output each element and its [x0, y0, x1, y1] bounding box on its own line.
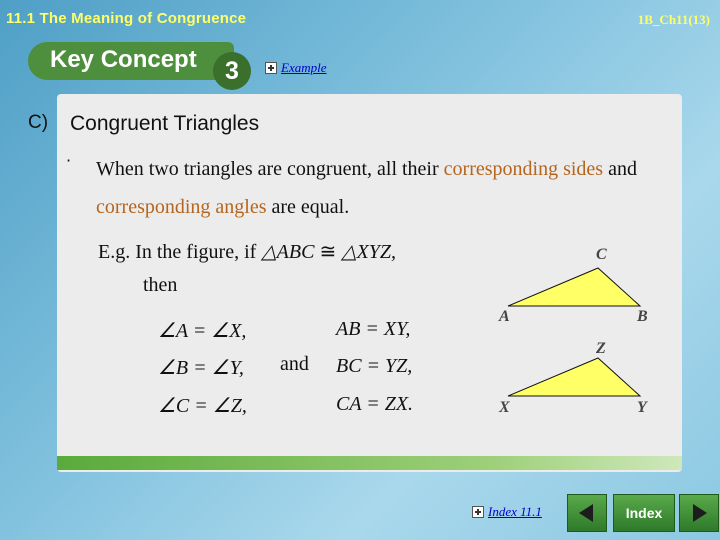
arrow-right-icon [687, 501, 711, 525]
vertex-label-b: B [637, 308, 648, 325]
vertex-label-y: Y [637, 399, 647, 416]
side-equation-bc: BC = YZ, [336, 355, 413, 377]
triangle-xyz: △XYZ, [341, 241, 397, 263]
section-letter: C) [28, 112, 49, 133]
triangle-abc: △ABC [261, 241, 315, 263]
key-concept-label: Key Concept [50, 46, 197, 73]
side-equation-ab: AB = XY, [336, 318, 411, 340]
then-word: then [143, 274, 178, 296]
key-concept-banner [28, 42, 234, 80]
index-link-label: Index 11.1 [488, 504, 542, 519]
vertex-label-c: C [596, 246, 607, 263]
bullet-icon: · [66, 151, 72, 170]
angle-equation-c: ∠C = ∠Z, [158, 395, 247, 417]
example-sentence: E.g. In the figure, if △ABC ≅ △XYZ, [98, 241, 397, 263]
vertex-label-a: A [499, 308, 510, 325]
index-11-1-link[interactable] [472, 504, 542, 520]
example-link[interactable] [265, 60, 326, 76]
highlight-corresponding-angles: corresponding angles [96, 196, 267, 218]
highlight-corresponding-sides: corresponding sides [443, 158, 604, 180]
side-equation-ca: CA = ZX. [336, 393, 414, 415]
angle-equation-a: ∠A = ∠X, [158, 320, 247, 342]
prev-button[interactable] [567, 494, 607, 532]
angle-equation-b: ∠B = ∠Y, [158, 357, 244, 379]
expand-plus-icon [265, 62, 277, 74]
key-concept-number: 3 [213, 52, 251, 90]
example-link-label: Example [281, 60, 327, 75]
page-reference: 1B_Ch11(13) [637, 12, 710, 27]
index-button[interactable]: Index [613, 494, 675, 532]
chapter-title: 11.1 The Meaning of Congruence [6, 10, 247, 27]
panel-decorative-strip [57, 456, 682, 470]
vertex-label-z: Z [596, 340, 606, 357]
expand-plus-icon [472, 506, 484, 518]
next-button[interactable] [679, 494, 719, 532]
and-word: and [280, 353, 309, 375]
congruence-statement: When two triangles are congruent, all their corresponding sides and corresponding angles are equal. [96, 158, 637, 218]
vertex-label-x: X [499, 399, 510, 416]
section-title: Congruent Triangles [70, 112, 260, 135]
arrow-left-icon [575, 501, 599, 525]
